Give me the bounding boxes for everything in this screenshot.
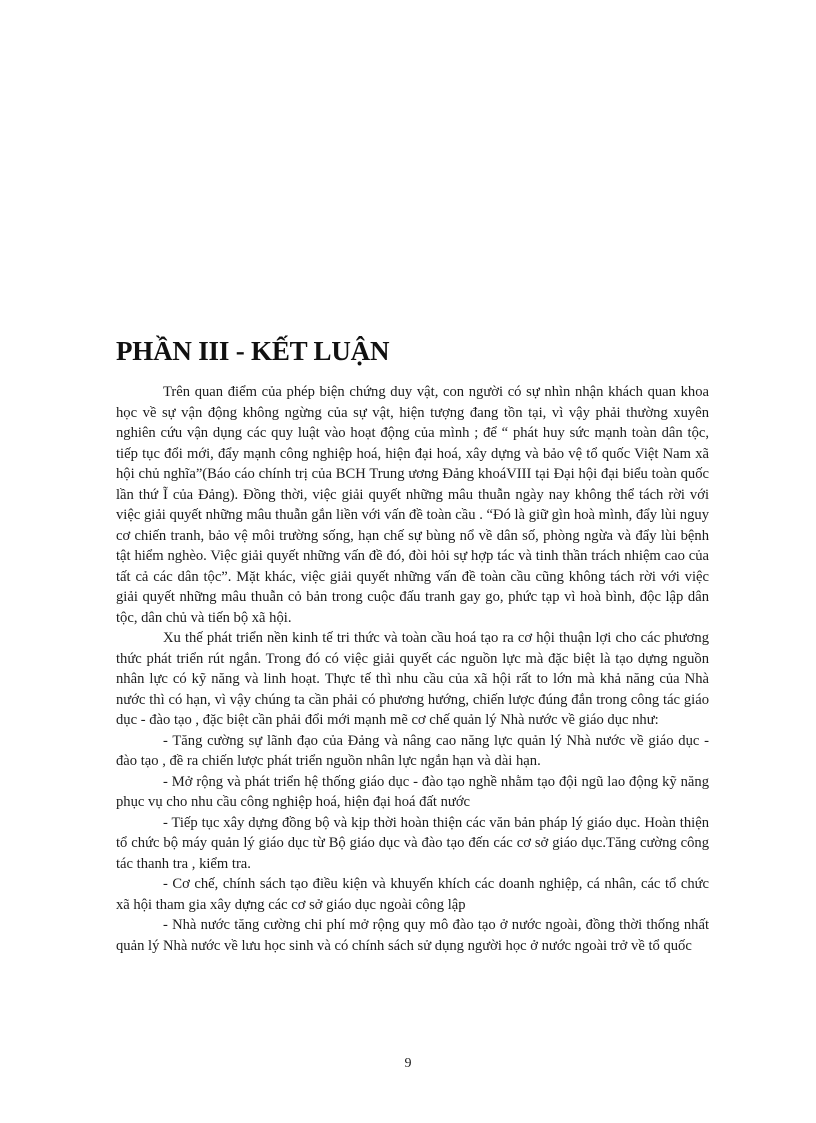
- list-item-private-education: - Cơ chế, chính sách tạo điều kiện và khuyến khích các doanh nghiệp, cá nhân, các tổ chức xã hội tham gia xây dựng các cơ sở giáo dục ngoài công lập: [116, 876, 709, 913]
- list-item-legal-framework: - Tiếp tục xây dựng đồng bộ và kịp thời hoàn thiện các văn bản pháp lý giáo dục. Hoàn thiện tổ chức bộ máy quản lý giáo dục từ Bộ giáo dục và đào tạo đến các cơ sở giáo dục.Tăng cường công tác thanh tra , kiểm tra.: [116, 814, 709, 872]
- section-heading: PHẦN III - KẾT LUẬN: [116, 336, 390, 366]
- body-text: [116, 382, 709, 956]
- paragraph-intro: Trên quan điểm của phép biện chứng duy vật, con người có sự nhìn nhận khách quan khoa học về sự vận động không ngừng của sự vật, hiện tượng đang tồn tại, vì vậy phải thường xuyên nghiên cứu vận dụng các quy luật vào hoạt động của mình ; để “ phát huy sức mạnh toàn dân tộc, tiếp tục đổi mới, đẩy mạnh công nghiệp hoá, hiện đại hoá, xây dựng và bảo vệ tổ quốc Việt Nam xã hội chủ nghĩa”(Báo cáo chính trị của BCH Trung ương Đảng khoáVIII tại Đại hội đại biểu toàn quốc lần thứ Ĩ của Đảng). Đồng thời, việc giải quyết những mâu thuẫn ngày nay không thể tách rời với việc giải quyết những mâu thuẫn gắn liền với vấn đề toàn cầu . “Đó là giữ gìn hoà mình, đẩy lùi nguy cơ chiến tranh, bảo vệ môi trường sống, hạn chế sự bùng nổ về dân số, phòng ngừa và đẩy lùi bệnh tật hiểm nghèo. Việc giải quyết những vấn đề đó, đòi hỏi sự hợp tác và tinh thần trách nhiệm cao của tất cả các dân tộc”. Mặt khác, việc giải quyết những vấn đề toàn cầu cũng không tách rời với việc giải quyết những mâu thuẫn cỏ bản trong cuộc đấu tranh gay go, phức tạp vì hoà bình, độc lập dân tộc, dân chủ và tiến bộ xã hội.: [116, 384, 709, 626]
- page-number: 9: [404, 1056, 412, 1071]
- list-item-overseas-study: - Nhà nước tăng cường chi phí mở rộng quy mô đào tạo ở nước ngoài, đồng thời thống nhất quản lý Nhà nước về lưu học sinh và có chính sách sử dụng người học ở nước ngoài trở về tổ quốc: [116, 917, 709, 954]
- paragraph-trend: Xu thế phát triển nền kinh tế tri thức và toàn cầu hoá tạo ra cơ hội thuận lợi cho các phương thức phát triển rút ngắn. Trong đó có việc giải quyết các nguồn lực mà đặc biệt là tạo dựng nguồn nhân lực có kỹ năng và linh hoạt. Thực tế thì nhu cầu của xã hội rất to lớn mà khả năng của Nhà nước thì có hạn, vì vậy chúng ta cần phải có phương hướng, chiến lược đúng đắn trong công tác giáo dục - đào tạo , đặc biệt cần phải đổi mới mạnh mẽ cơ chế quản lý Nhà nước về giáo dục như:: [116, 630, 709, 728]
- list-item-party-leadership: - Tăng cường sự lãnh đạo của Đảng và nâng cao năng lực quản lý Nhà nước về giáo dục - đào tạo , đề ra chiến lược phát triển nguồn nhân lực ngắn hạn và dài hạn.: [116, 732, 709, 769]
- list-item-vocational-training: - Mở rộng và phát triển hệ thống giáo dục - đào tạo nghề nhằm tạo đội ngũ lao động kỹ năng phục vụ cho nhu cầu công nghiệp hoá, hiện đại hoá đất nước: [116, 773, 709, 810]
